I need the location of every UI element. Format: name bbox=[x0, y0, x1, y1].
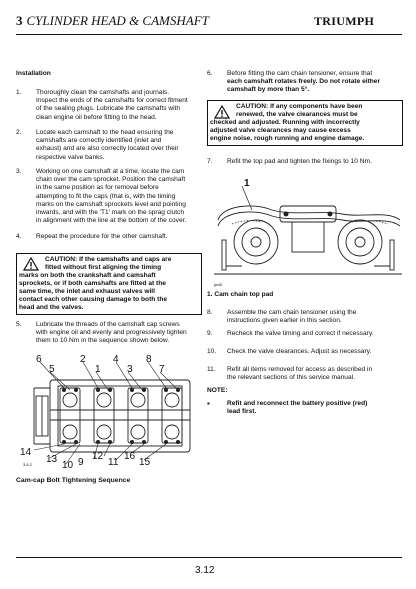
callout-4: 4 bbox=[113, 354, 119, 365]
note-heading: NOTE: bbox=[207, 387, 228, 394]
step-1-text: Thoroughly clean the camshafts and journals. Inspect the ends of the camshafts for correct fitment of the sealing plugs. Lubricate the camshafts with clean engine oil before fitting to the head. bbox=[36, 89, 188, 121]
note-text: Refit and reconnect the battery positive (red) lead first. bbox=[227, 400, 368, 416]
callout-10: 10 bbox=[62, 460, 74, 471]
cam-cap-diagram bbox=[20, 352, 200, 470]
caution-box-valve-clearance: CAUTION: If any components have been renewed, the valve clearances must be checked and adjusted. Running with incorrectly adjusted valve clearances may cause excess engine noise, rough running and engine damage. bbox=[207, 100, 403, 146]
callout-3: 3 bbox=[127, 364, 133, 375]
step-2-text: Locate each camshaft to the head ensuring the camshafts are correctly identified (inlet and exhaust) and are also correctly located over their respective valve banks. bbox=[36, 129, 179, 161]
callout-7: 7 bbox=[159, 364, 165, 375]
callout-12: 12 bbox=[92, 451, 104, 462]
warning-triangle-icon bbox=[23, 257, 39, 271]
callout-16: 16 bbox=[124, 451, 136, 462]
triumph-logo: TRIUMPH bbox=[314, 14, 375, 28]
callout-5: 5 bbox=[49, 364, 55, 375]
figure-caption: 1. Cam chain top pad bbox=[207, 291, 274, 298]
left-column: Installation 1. Thoroughly clean the camshafts and journals. Inspect the ends of the camshafts for correct fitment of the sealing plugs. Lubricate the camshafts with clean engine oil before fitting to the head. 2. Locate each camshaft to the head ensuring the camshafts are correctly identified (inlet and exhaust) and are also correctly located over their respective valve banks. 3. Working on one camshaft at a time, locate the cam chain over the cam sprocket. Position the camshaft in the same position as for removal before attempting to fit the caps (that is, with the timing marks on the camshaft sprockets level and pointing inwards, and with the 'T1' mark on the sprag clutch in alignment with the line at the bottom of the cover. 4. Repeat the procedure for the other camshaft. CAUTION: If the camshafts and caps are fitted without first aligning the timing marks on both the crankshaft and camshaft sprockets, or if both camshafts are fitted at the same time, the inlet and exhaust valves will contact each other causing damage to both the head and the valves. 5. Lubricate the threads of the camshaft cap screws with engine oil and evenly and progressively tighten them to 10 Nm in the sequence shown below. bbox=[16, 0, 201, 555]
step-11-text: Refit all items removed for access as described in the relevant sections of this service manual. bbox=[227, 366, 373, 382]
callout-9: 9 bbox=[78, 457, 84, 468]
step-8-text: Assemble the cam chain tensioner using the instructions given earlier in this section. bbox=[227, 309, 357, 325]
callout-15: 15 bbox=[139, 457, 151, 468]
chapter-title: 3 CYLINDER HEAD & CAMSHAFT bbox=[16, 13, 209, 28]
right-column: 6. Before fitting the cam chain tensioner, ensure that each camshaft rotates freely. Do not rotate either camshaft by more than 5°. CAUTION: If any components have been renewed, the valve clearances must be checked and adjusted. Running with incorrectly adjusted valve clearances may cause excess engine noise, rough running and engine damage. 7. Refit the top pad and tighten the fixings to 10 Nm. bbox=[207, 0, 402, 555]
step-6-text: Before fitting the cam chain tensioner, ensure that each camshaft rotates freely. Do not rotate either camshaft by more than 5°. bbox=[227, 70, 381, 94]
callout-11: 11 bbox=[108, 457, 119, 468]
step-5-text: Lubricate the threads of the camshaft cap screws with engine oil and evenly and progressively tighten them to 10 Nm in the sequence shown below. bbox=[36, 321, 187, 345]
callout-13: 13 bbox=[46, 454, 58, 465]
diagram-caption: Cam-cap Bolt Tightening Sequence bbox=[16, 477, 131, 484]
step-3-text: Working on one camshaft at a time, locate the cam chain over the cam sprocket. Position the camshaft in the same position as for removal before attempting to fit the caps (that is, with the timing marks on the camshaft sprockets level and pointing inwards, and with the 'T1' mark on the sprag clutch in alignment with the line at the bottom of the cover. bbox=[36, 168, 187, 225]
figure-code: jw40 bbox=[214, 282, 223, 287]
page-number: 3.12 bbox=[195, 565, 215, 576]
callout-8: 8 bbox=[146, 354, 152, 365]
callout-6: 6 bbox=[36, 354, 42, 365]
caution-box-camshafts: CAUTION: If the camshafts and caps are fitted without first aligning the timing marks on both the crankshaft and camshaft sprockets, or if both camshafts are fitted at the same time, the inlet and exhaust valves will contact each other causing damage to both the head and the valves. bbox=[16, 253, 202, 315]
installation-heading: Installation bbox=[16, 70, 51, 77]
callout-1: 1 bbox=[95, 364, 101, 375]
diagram-code: 3.6.2 bbox=[23, 462, 32, 467]
note-bullet-icon: ▪ bbox=[207, 399, 210, 408]
footer-rule bbox=[16, 557, 402, 558]
callout-14: 14 bbox=[20, 447, 32, 458]
callout-2: 2 bbox=[80, 354, 86, 365]
figure-callout-1: 1 bbox=[244, 178, 250, 189]
right-column-lower: 1. Cam chain top pad 8. Assemble the cam chain tensioner using the instructions given earlier in this section. 9. Recheck the valve timing and correct if necessary. 10. Check the valve clearances. Adjust as necessary. 11. Refit all items removed for access as described in the relevant sections of this service manual. NOTE: ▪ Refit and reconnect the battery positive (red) lead first. bbox=[207, 291, 374, 416]
